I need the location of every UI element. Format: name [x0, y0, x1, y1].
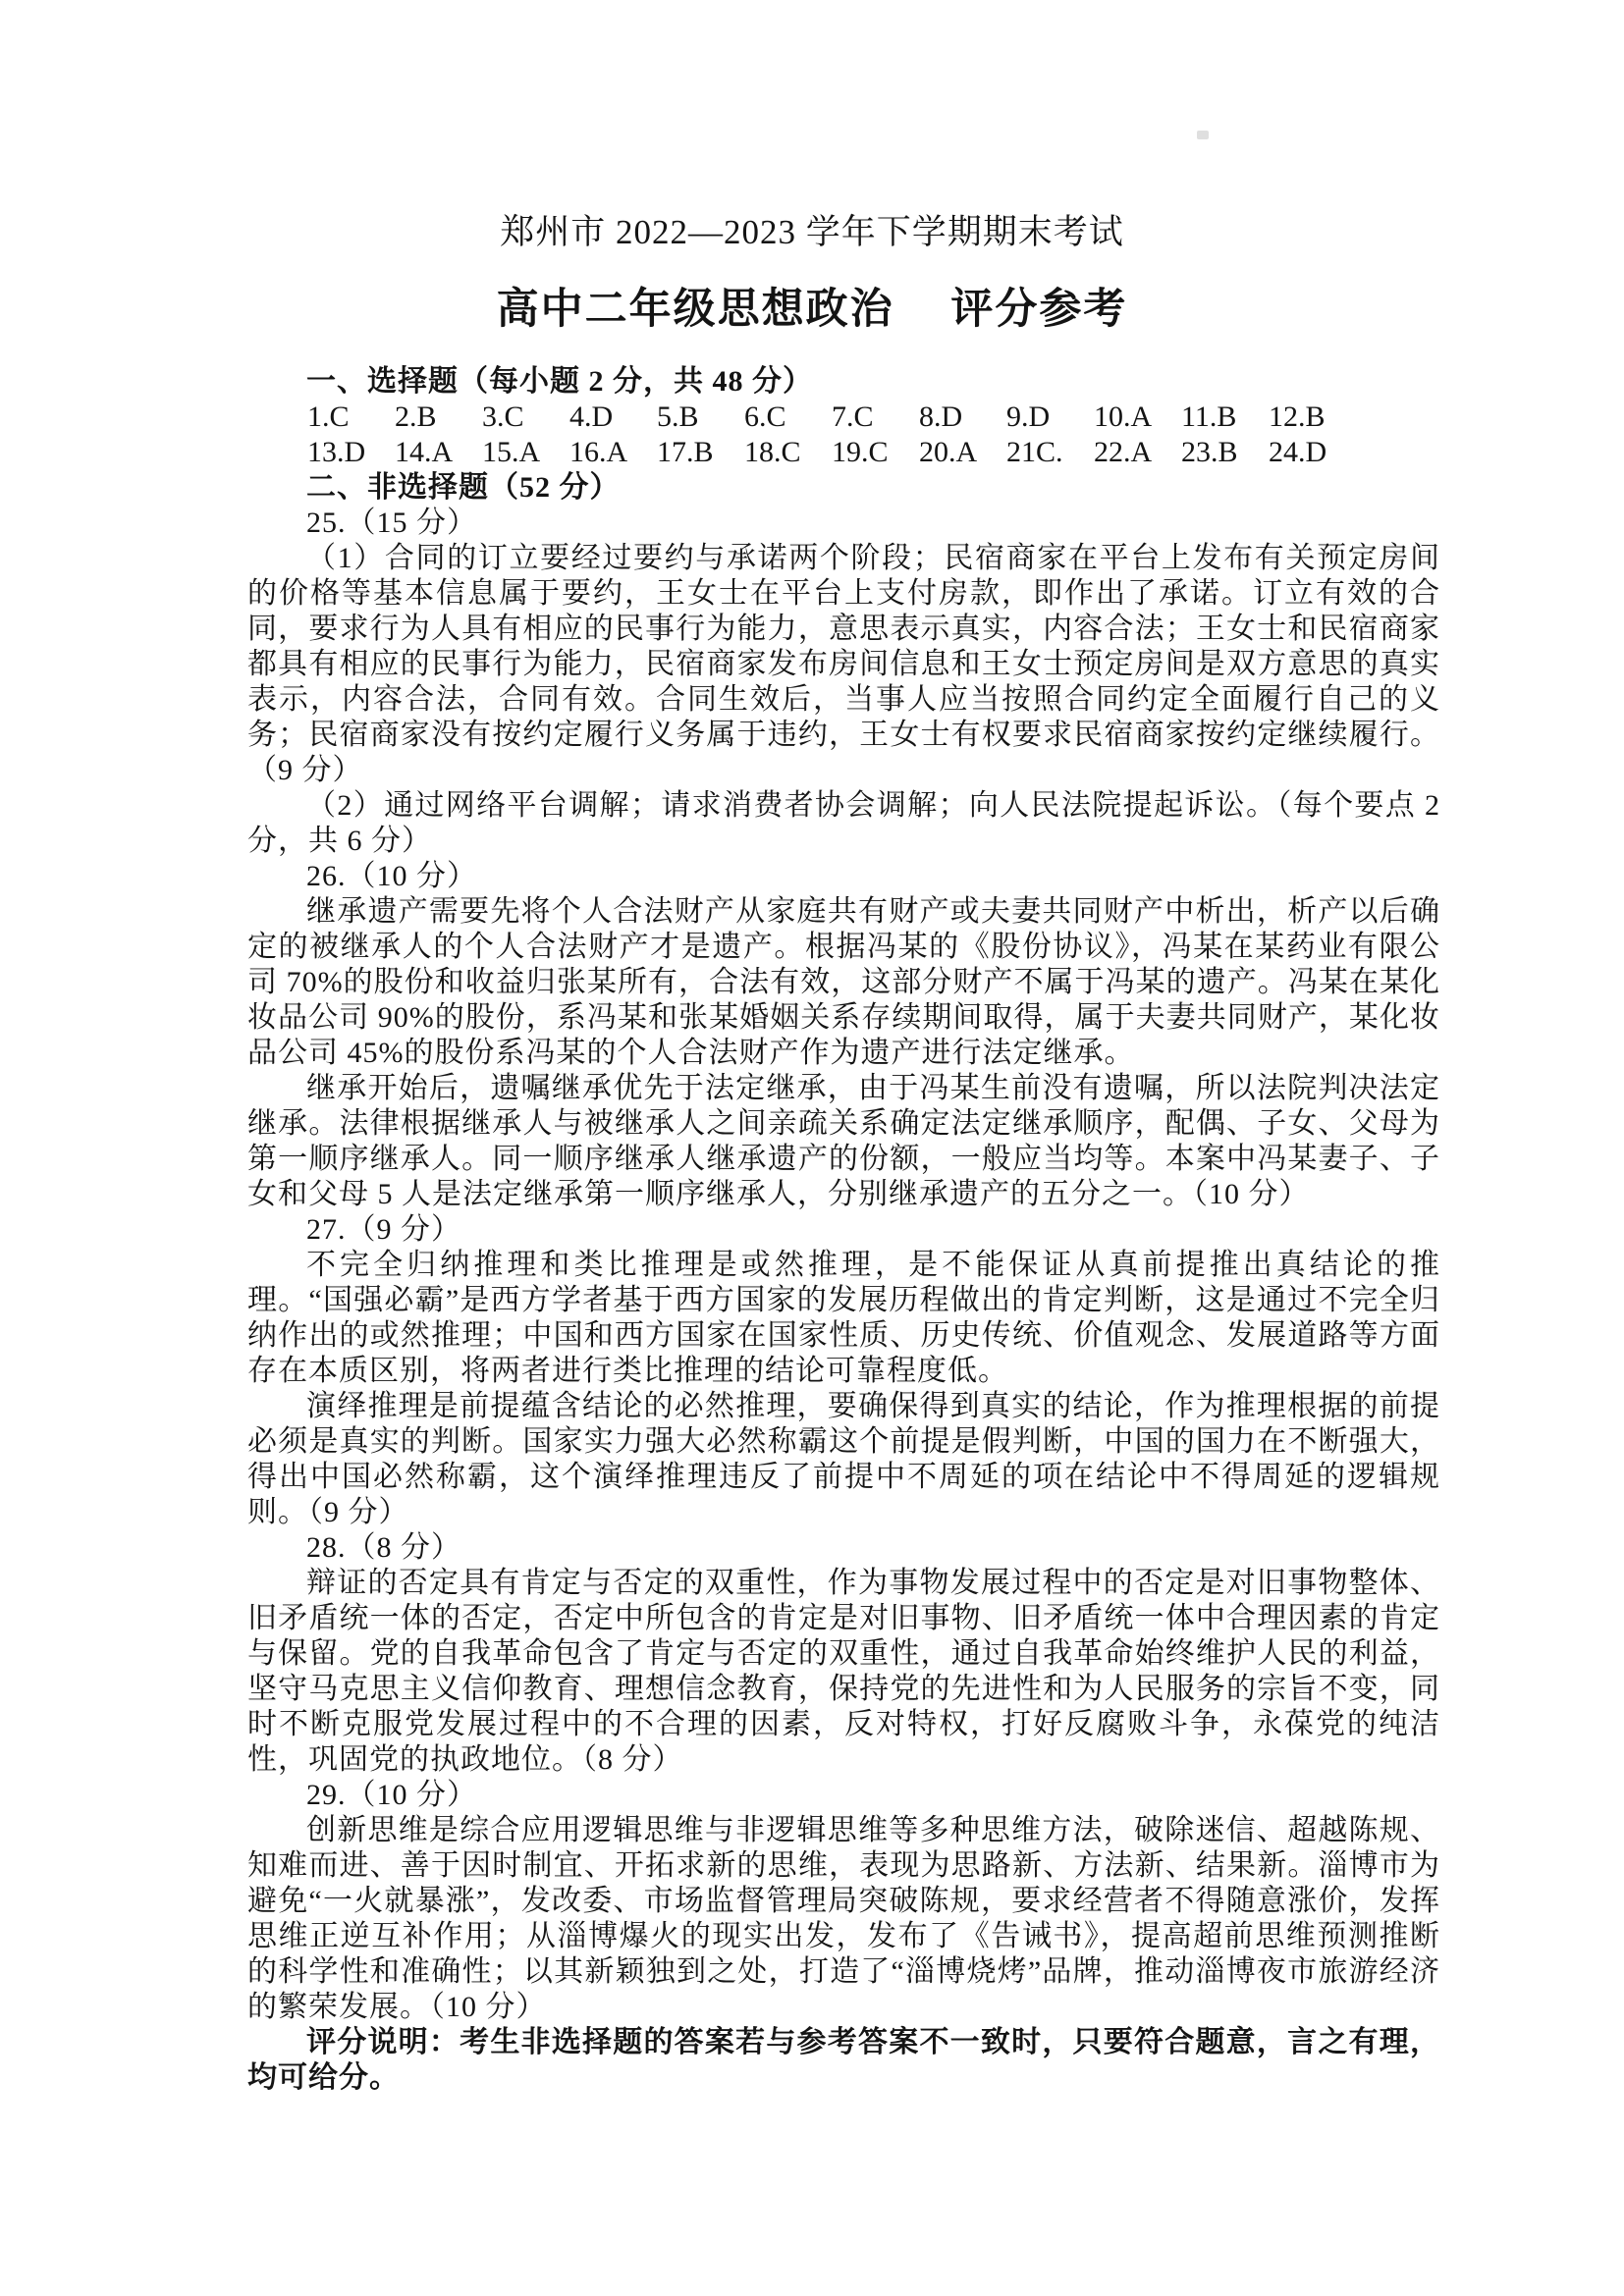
question-27-paragraph-2: 演绎推理是前提蕴含结论的必然推理，要确保得到真实的结论，作为推理根据的前提必须是真实的判断。国家实力强大必然称霸这个前提是假判断，中国的国力在不断强大，得出中国必然称霸，这个演绎推理违反了前提中不周延的项在结论中不得周延的逻辑规则。（9 分） — [247, 1390, 1440, 1529]
page-subtitle: 高中二年级思想政治 评分参考 — [496, 286, 1128, 333]
document-body — [247, 364, 1440, 2096]
answer-item-10: 10.A — [1094, 400, 1153, 434]
question-26-paragraph-2: 继承开始后，遗嘱继承优先于法定继承，由于冯某生前没有遗嘱，所以法院判决法定继承。法律根据继承人与被继承人之间亲疏关系确定法定继承顺序，配偶、子女、父母为第一顺序继承人。同一顺序继承人继承遗产的份额，一般应当均等。本案中冯某妻子、子女和父母 5 人是法定继承第一顺序继承人，分别继承遗产的五分之一。（10 分） — [247, 1072, 1440, 1211]
answer-item-12: 12.B — [1269, 400, 1326, 434]
question-29 — [247, 1778, 1440, 2025]
question-29-number: 29.（10 分） — [306, 1779, 477, 1812]
answer-item-13: 13.D — [307, 436, 366, 469]
answer-item-19: 19.C — [832, 436, 889, 469]
answer-item-11: 11.B — [1181, 400, 1237, 434]
question-27 — [247, 1212, 1440, 1530]
answer-item-23: 23.B — [1181, 436, 1238, 469]
answer-item-4: 4.D — [569, 400, 614, 434]
question-28 — [247, 1530, 1440, 1778]
section-2-heading: 二、非选择题（52 分） — [306, 471, 621, 505]
answer-item-21: 21C. — [1006, 436, 1063, 469]
grading-note: 评分说明：考生非选择题的答案若与参考答案不一致时，只要符合题意，言之有理，均可给分。 — [247, 2026, 1440, 2095]
answer-item-3: 3.C — [482, 400, 524, 434]
question-27-number: 27.（9 分） — [306, 1213, 461, 1247]
answer-item-14: 14.A — [395, 436, 454, 469]
answer-item-9: 9.D — [1006, 400, 1051, 434]
answer-item-6: 6.C — [744, 400, 786, 434]
answer-item-2: 2.B — [395, 400, 437, 434]
answer-item-18: 18.C — [744, 436, 801, 469]
section-1-heading: 一、选择题（每小题 2 分，共 48 分） — [306, 365, 813, 399]
answer-item-15: 15.A — [482, 436, 541, 469]
question-25-paragraph-1: （1）合同的订立要经过要约与承诺两个阶段；民宿商家在平台上发布有关预定房间的价格等基本信息属于要约，王女士在平台上支付房款，即作出了承诺。订立有效的合同，要求行为人具有相应的民事行为能力，意思表示真实，内容合法；王女士和民宿商家都具有相应的民事行为能力，民宿商家发布房间信息和王女士预定房间是双方意思的真实表示，内容合法，合同有效。合同生效后，当事人应当按照合同约定全面履行自己的义务；民宿商家没有按约定履行义务属于违约，王女士有权要求民宿商家按约定继续履行。（9 分） — [247, 542, 1440, 787]
answer-item-24: 24.D — [1269, 436, 1327, 469]
answer-item-7: 7.C — [832, 400, 874, 434]
question-28-paragraph-1: 辩证的否定具有肯定与否定的双重性，作为事物发展过程中的否定是对旧事物整体、旧矛盾统一体的否定，否定中所包含的肯定是对旧事物、旧矛盾统一体中合理因素的肯定与保留。党的自我革命包含了肯定与否定的双重性，通过自我革命始终维护人民的利益，坚守马克思主义信仰教育、理想信念教育，保持党的先进性和为人民服务的宗旨不变，同时不断克服党发展过程中的不合理的因素，反对特权，打好反腐败斗争，永葆党的纯洁性，巩固党的执政地位。（8 分） — [247, 1567, 1440, 1777]
scan-artifact — [1197, 131, 1209, 139]
question-26-number: 26.（10 分） — [306, 860, 477, 893]
answer-item-22: 22.A — [1094, 436, 1153, 469]
answer-item-8: 8.D — [919, 400, 963, 434]
question-25-paragraph-2: （2）通过网络平台调解；请求消费者协会调解；向人民法院提起诉讼。（每个要点 2 分，共 6 分） — [247, 789, 1440, 858]
question-26-paragraph-1: 继承遗产需要先将个人合法财产从家庭共有财产或夫妻共同财产中析出，析产以后确定的被继承人的个人合法财产才是遗产。根据冯某的《股份协议》，冯某在某药业有限公司 70%的股份和收益归张某所有，合法有效，这部分财产不属于冯某的遗产。冯某在某化妆品公司 90%的股份，系冯某和张某婚姻关系存续期间取得，属于夫妻共同财产，某化妆品公司 45%的股份系冯某的个人合法财产作为遗产进行法定继承。 — [247, 895, 1440, 1070]
answer-item-5: 5.B — [657, 400, 699, 434]
question-28-number: 28.（8 分） — [306, 1531, 461, 1565]
answers-row-2 — [247, 435, 1440, 470]
answer-item-17: 17.B — [657, 436, 714, 469]
question-25-number: 25.（15 分） — [306, 507, 477, 540]
question-26 — [247, 859, 1440, 1212]
answer-item-20: 20.A — [919, 436, 978, 469]
question-27-paragraph-1: 不完全归纳推理和类比推理是或然推理，是不能保证从真前提推出真结论的推理。“国强必霸”是西方学者基于西方国家的发展历程做出的肯定判断，这是通过不完全归纳作出的或然推理；中国和西方国家在国家性质、历史传统、价值观念、发展道路等方面存在本质区别，将两者进行类比推理的结论可靠程度低。 — [247, 1249, 1440, 1388]
question-29-paragraph-1: 创新思维是综合应用逻辑思维与非逻辑思维等多种思维方法，破除迷信、超越陈规、知难而进、善于因时制宜、开拓求新的思维，表现为思路新、方法新、结果新。淄博市为避免“一火就暴涨”，发改委、市场监督管理局突破陈规，要求经营者不得随意涨价，发挥思维正逆互补作用；从淄博爆火的现实出发，发布了《告诫书》，提高超前思维预测推断的科学性和准确性；以其新颖独到之处，打造了“淄博烧烤”品牌，推动淄博夜市旅游经济的繁荣发展。（10 分） — [247, 1814, 1440, 2024]
question-25 — [247, 506, 1440, 859]
page-title: 郑州市 2022—2023 学年下学期期末考试 — [500, 213, 1124, 251]
answer-item-1: 1.C — [307, 400, 350, 434]
answer-item-16: 16.A — [569, 436, 628, 469]
answers-row-1 — [247, 400, 1440, 435]
